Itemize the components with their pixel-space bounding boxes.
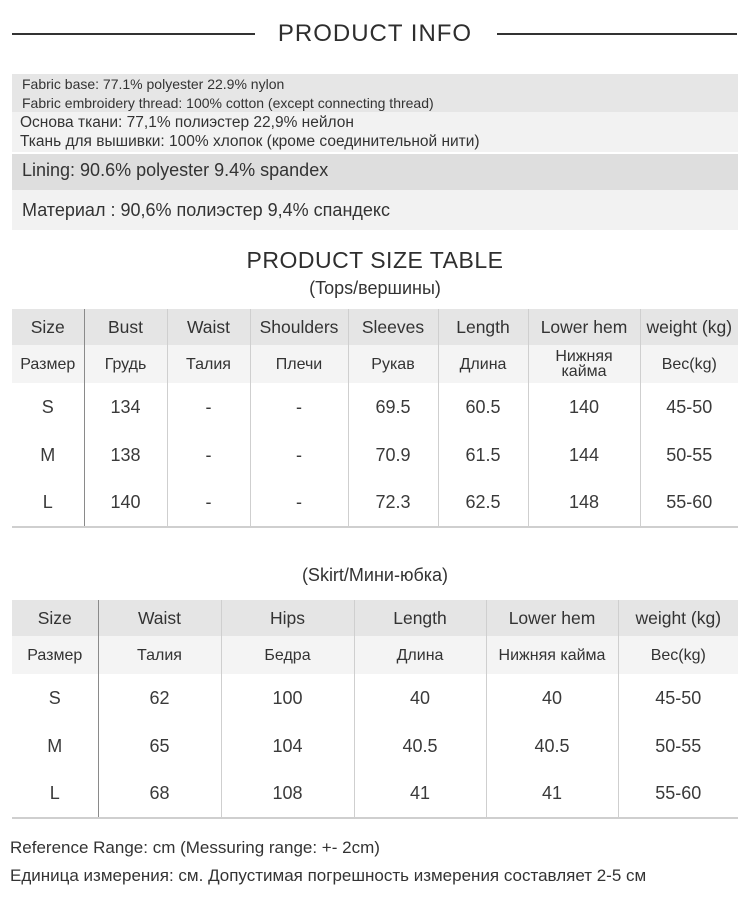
length-value: 62.5 [438,479,528,527]
embroidery-thread-ru: Ткань для вышивки: 100% хлопок (кроме соединительной нити) [20,133,480,150]
skirt-header-lower-hem: Lower hem [486,600,618,636]
table-row [12,770,738,818]
table-row [12,722,738,770]
weight-value: 50-55 [640,431,738,479]
hips-value: 108 [221,770,354,818]
fabric-base-en: Fabric base: 77.1% polyester 22.9% nylon [22,76,285,92]
product-info-header [0,18,750,52]
lower-hem-value: 144 [528,431,640,479]
header-divider-right [497,33,737,35]
sleeves-value: 72.3 [348,479,438,527]
skirt-header-ru-row [12,636,738,674]
lower-hem-value: 140 [528,383,640,431]
tops-header-waist: Waist [167,309,250,345]
product-info-title: PRODUCT INFO [277,20,473,47]
tops-header-bust-ru: Грудь [84,345,167,383]
lining-info-ru: Материал : 90,6% полиэстер 9,4% спандекс [12,190,738,230]
tops-header-waist-ru: Талия [167,345,250,383]
length-value: 41 [354,770,486,818]
bust-value: 134 [84,383,167,431]
weight-value: 55-60 [618,770,738,818]
fabric-base-ru: Основа ткани: 77,1% полиэстер 22,9% нейлон [20,114,354,131]
tops-header-shoulders: Shoulders [250,309,348,345]
skirt-header-lower-hem-ru: Нижняя кайма [486,636,618,674]
shoulders-value: - [250,383,348,431]
weight-value: 45-50 [640,383,738,431]
tops-header-size: Size [12,309,84,345]
lower-hem-value: 41 [486,770,618,818]
size-label: L [12,770,98,818]
size-label: M [12,431,84,479]
sleeves-value: 69.5 [348,383,438,431]
tops-header-shoulders-ru: Плечи [250,345,348,383]
shoulders-value: - [250,431,348,479]
reference-range-en: Reference Range: cm (Messuring range: +- 2cm) [10,838,380,857]
tops-header-lower-hem-ru: Нижняя кайма [528,345,640,383]
waist-value: - [167,431,250,479]
table-row [12,431,738,479]
skirt-header-size: Size [12,600,98,636]
tops-header-en-row [12,309,738,345]
tops-header-weight: weight (kg) [640,309,738,345]
skirt-header-hips-ru: Бедра [221,636,354,674]
embroidery-thread-en: Fabric embroidery thread: 100% cotton (except connecting thread) [22,95,434,111]
bust-value: 140 [84,479,167,527]
tops-size-table [12,309,738,528]
lower-hem-value: 40 [486,674,618,722]
shoulders-value: - [250,479,348,527]
waist-value: - [167,383,250,431]
size-label: M [12,722,98,770]
reference-range-ru: Единица измерения: см. Допустимая погрешность измерения составляет 2-5 см [10,866,647,885]
skirt-header-waist-ru: Талия [98,636,221,674]
tops-header-size-ru: Размер [12,345,84,383]
weight-value: 55-60 [640,479,738,527]
skirt-header-weight: weight (kg) [618,600,738,636]
tops-header-weight-ru: Вес(kg) [640,345,738,383]
fabric-info-ru [12,112,738,152]
lining-info-en: Lining: 90.6% polyester 9.4% spandex [12,154,738,190]
skirt-header-waist: Waist [98,600,221,636]
length-value: 60.5 [438,383,528,431]
size-label: L [12,479,84,527]
size-label: S [12,674,98,722]
table-row [12,479,738,527]
length-value: 40 [354,674,486,722]
skirt-subtitle: (Skirt/Мини-юбка) [301,565,449,585]
skirt-header-length: Length [354,600,486,636]
tops-header-ru-row [12,345,738,383]
weight-value: 45-50 [618,674,738,722]
tops-header-length-ru: Длина [438,345,528,383]
sleeves-value: 70.9 [348,431,438,479]
skirt-header-length-ru: Длина [354,636,486,674]
tops-subtitle: (Tops/вершины) [309,278,441,298]
skirt-header-weight-ru: Вес(kg) [618,636,738,674]
waist-value: 68 [98,770,221,818]
tops-header-sleeves-ru: Рукав [348,345,438,383]
table-row [12,674,738,722]
size-table-title: PRODUCT SIZE TABLE [246,247,504,273]
table-row [12,383,738,431]
fabric-info-en [12,74,738,112]
waist-value: 65 [98,722,221,770]
skirt-header-en-row [12,600,738,636]
hips-value: 104 [221,722,354,770]
skirt-header-hips: Hips [221,600,354,636]
size-label: S [12,383,84,431]
hips-value: 100 [221,674,354,722]
length-value: 61.5 [438,431,528,479]
waist-value: - [167,479,250,527]
tops-header-length: Length [438,309,528,345]
lower-hem-value: 148 [528,479,640,527]
length-value: 40.5 [354,722,486,770]
skirt-size-table [12,600,738,819]
skirt-header-size-ru: Размер [12,636,98,674]
tops-header-sleeves: Sleeves [348,309,438,345]
tops-header-lower-hem: Lower hem [528,309,640,345]
tops-header-bust: Bust [84,309,167,345]
weight-value: 50-55 [618,722,738,770]
waist-value: 62 [98,674,221,722]
bust-value: 138 [84,431,167,479]
lower-hem-value: 40.5 [486,722,618,770]
